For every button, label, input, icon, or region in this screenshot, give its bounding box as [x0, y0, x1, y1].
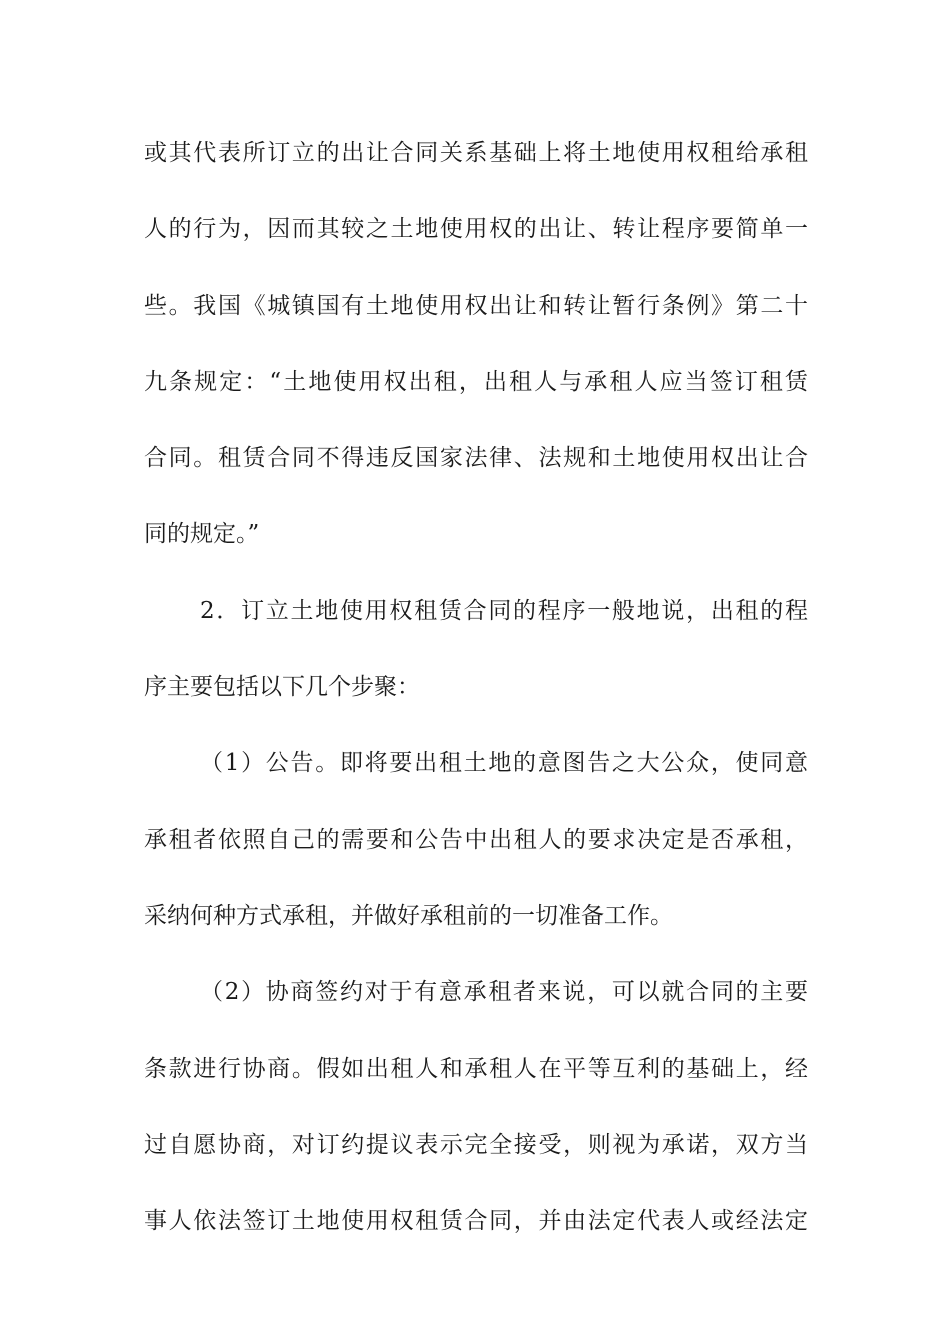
paragraph-1-line-3: 些。我国《城镇国有土地使用权出让和转让暂行条例》第二十 [144, 292, 808, 319]
paragraph-1-line-5: 合同。租赁合同不得违反国家法律、法规和土地使用权出让合 [144, 445, 808, 472]
paragraph-4-line-4: 事人依法签订土地使用权租赁合同，并由法定代表人或经法定 [144, 1208, 808, 1235]
paragraph-2-line-1: 2．订立土地使用权租赁合同的程序一般地说，出租的程 [200, 597, 808, 624]
paragraph-2-line-2: 序主要包括以下几个步聚： [144, 674, 420, 701]
paragraph-3-line-3: 采纳何种方式承租，并做好承租前的一切准备工作。 [144, 902, 673, 929]
document-body [144, 133, 808, 1277]
paragraph-4-line-2: 条款进行协商。假如出租人和承租人在平等互利的基础上，经 [144, 1055, 808, 1082]
paragraph-4-line-1: （2）协商签约对于有意承租者来说，可以就合同的主要 [200, 979, 808, 1006]
paragraph-3-line-1: （1）公告。即将要出租土地的意图告之大公众，使同意 [200, 750, 808, 777]
paragraph-1-line-4: 九条规定：“土地使用权出租，出租人与承租人应当签订租赁 [144, 368, 808, 395]
paragraph-3-line-2: 承租者依照自己的需要和公告中出租人的要求决定是否承租， [144, 826, 808, 853]
paragraph-1-line-6: 同的规定。” [144, 521, 260, 548]
paragraph-1-line-1: 或其代表所订立的出让合同关系基础上将土地使用权租给承租 [144, 140, 808, 166]
paragraph-1-line-2: 人的行为，因而其较之土地使用权的出让、转让程序要简单一 [144, 216, 808, 243]
paragraph-4-line-3: 过自愿协商，对订约提议表示完全接受，则视为承诺，双方当 [144, 1131, 808, 1158]
